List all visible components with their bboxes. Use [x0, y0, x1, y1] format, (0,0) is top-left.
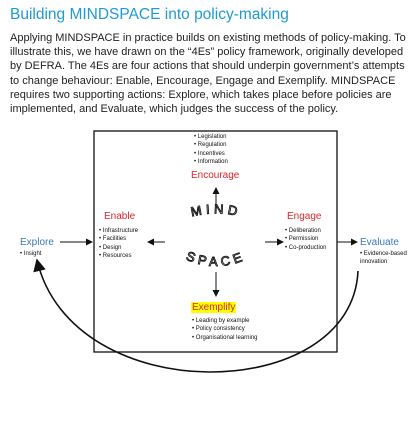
engage-heading: Engage [287, 211, 322, 222]
list-item: • Deliberation [285, 227, 326, 235]
evaluate-heading: Evaluate [360, 237, 399, 248]
list-item: • Design [99, 244, 138, 252]
enable-heading: Enable [104, 211, 136, 222]
intro-paragraph: Applying MINDSPACE in practice builds on existing methods of policy-making. To illustrate this, we have drawn on the “4Es” policy framework, originally developed by DEFRA. The 4Es are four actions that should underpin government’s attempts to change behaviour: Enable, Encourage, Engage and Exemplify. MINDSPACE requires two supporting actions: Explore, which takes place before policies are implemented, and Evaluate, which judges the success of the policy. [10, 32, 406, 116]
encourage-list [194, 133, 228, 167]
list-item: • Resources [99, 252, 138, 260]
encourage-heading: Encourage [191, 170, 240, 181]
list-item: • Co-production [285, 244, 326, 252]
list-item: • Leading by example [192, 317, 258, 325]
list-item: • Permission [285, 235, 326, 243]
list-item: • Infrastructure [99, 227, 138, 235]
list-item: • Regulation [194, 141, 228, 149]
mind-text: MIND [189, 201, 243, 220]
feedback-loop [37, 260, 358, 372]
list-item: • Incentives [194, 150, 228, 158]
engage-list [285, 227, 326, 252]
exemplify-highlight: Exemplify [192, 302, 236, 313]
list-item: • Policy consistency [192, 325, 258, 333]
evaluate-list [360, 250, 412, 267]
exemplify-list [192, 317, 258, 342]
space-text: SPACE [184, 248, 248, 270]
explore-heading: Explore [20, 237, 54, 248]
exemplify-heading [191, 302, 236, 313]
list-item: • Legislation [194, 133, 228, 141]
enable-list [99, 227, 138, 261]
list-item: • Insight [20, 250, 41, 258]
explore-list [20, 250, 41, 258]
list-item: • Facilities [99, 235, 138, 243]
list-item: • Information [194, 158, 228, 166]
list-item: • Evidence-based innovation [360, 250, 412, 267]
page-title: Building MINDSPACE into policy-making [10, 6, 289, 23]
list-item: • Organisational learning [192, 334, 258, 342]
